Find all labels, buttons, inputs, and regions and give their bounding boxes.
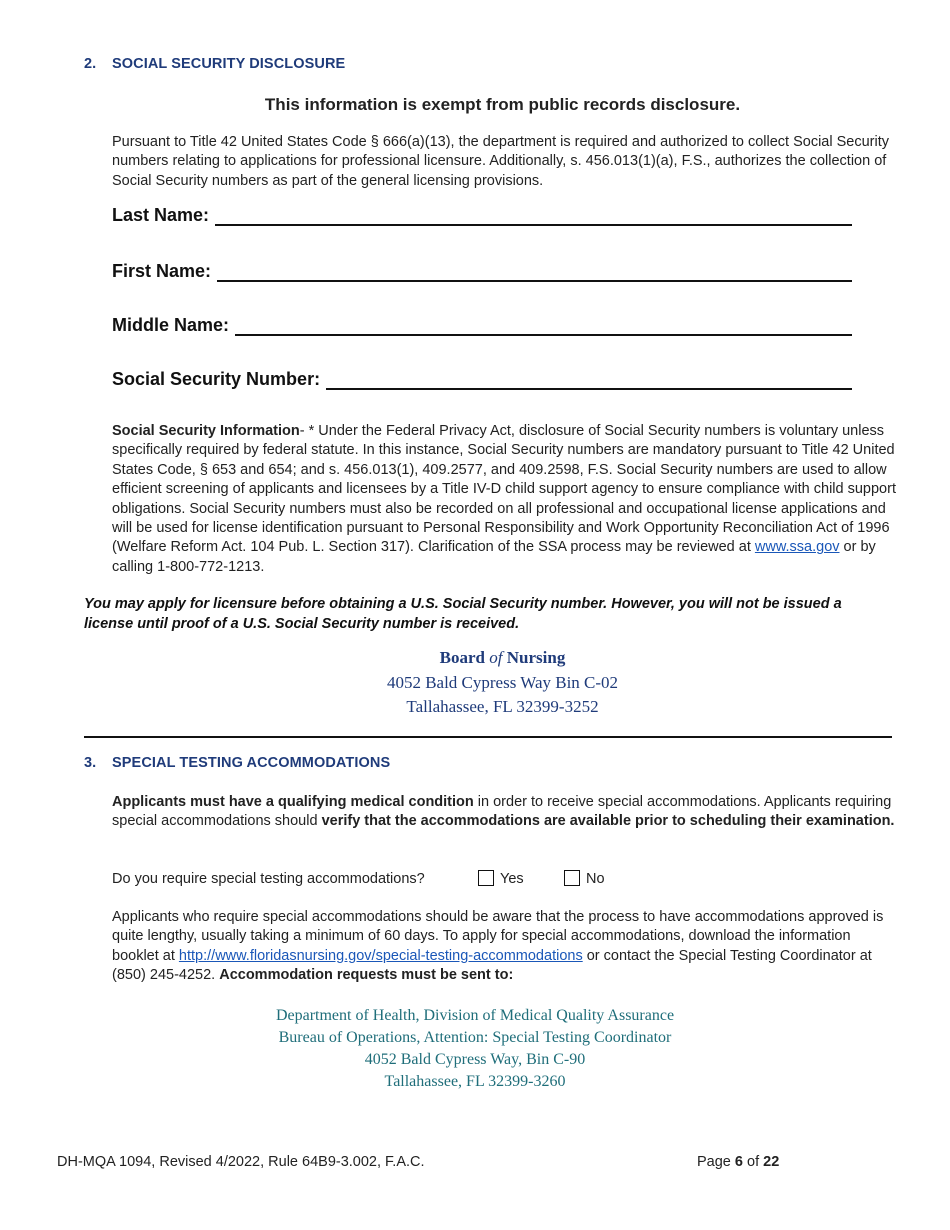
last-name-line[interactable] bbox=[215, 208, 852, 226]
middle-name-label: Middle Name: bbox=[112, 315, 230, 335]
first-name-line[interactable] bbox=[217, 264, 852, 282]
ssn-label: Social Security Number: bbox=[112, 369, 321, 389]
ssn-line[interactable] bbox=[326, 372, 852, 390]
intro-paragraph: Pursuant to Title 42 United States Code § 666(a)(13), the department is required and authorized to collect Social Security numbers relating to applications for professional licensure. Additionally, s. 456.013(1)(a), F.S., authorizes the collection of Social Security numbers as part of the general licensing provisions. bbox=[112, 134, 889, 189]
licensure-note: You may apply for licensure before obtaining a U.S. Social Security number. However, you will not be issued a license until proof of a U.S. Social Security number is received. bbox=[84, 596, 842, 632]
accommodations-link[interactable]: http://www.floridasnursing.gov/special-testing-accommodations bbox=[178, 947, 583, 964]
board-address bbox=[0, 646, 950, 720]
yes-option[interactable] bbox=[478, 870, 524, 889]
middle-name-field[interactable] bbox=[112, 315, 852, 336]
section-3-heading bbox=[84, 755, 390, 771]
first-name-field[interactable] bbox=[112, 261, 852, 282]
ssi-paragraph bbox=[112, 422, 897, 577]
yes-label: Yes bbox=[500, 871, 524, 887]
no-option[interactable] bbox=[564, 870, 605, 889]
ssi-tail: or by calling 1-800-772-1213. bbox=[112, 539, 876, 575]
no-label: No bbox=[586, 871, 605, 887]
yes-checkbox[interactable] bbox=[478, 870, 494, 886]
ssi-heading: Social Security Information bbox=[112, 423, 300, 439]
board-name: Board of Nursing bbox=[439, 648, 566, 667]
middle-name-line[interactable] bbox=[235, 318, 852, 336]
first-name-label: First Name: bbox=[112, 261, 212, 281]
section-number: 2. bbox=[84, 56, 97, 72]
accommodation-question: Do you require special testing accommodations? bbox=[112, 871, 425, 887]
mqa-address-line3: 4052 Bald Cypress Way, Bin C-90 bbox=[364, 1051, 586, 1068]
ssa-link[interactable]: www.ssa.gov bbox=[754, 539, 840, 556]
mqa-address-line4: Tallahassee, FL 32399-3260 bbox=[384, 1073, 566, 1090]
mqa-address bbox=[0, 1005, 950, 1093]
page-number: Page 6 of 22 bbox=[697, 1154, 780, 1170]
section-title: SOCIAL SECURITY DISCLOSURE bbox=[112, 56, 346, 72]
last-name-label: Last Name: bbox=[112, 205, 210, 225]
exempt-notice: This information is exempt from public records disclosure. bbox=[264, 95, 741, 114]
board-address-line1: 4052 Bald Cypress Way Bin C-02 bbox=[386, 672, 619, 692]
ssn-field[interactable] bbox=[112, 369, 852, 390]
mqa-address-line2: Bureau of Operations, Attention: Special Testing Coordinator bbox=[278, 1029, 672, 1046]
form-identifier: DH-MQA 1094, Revised 4/2022, Rule 64B9-3.002, F.A.C. bbox=[57, 1154, 425, 1170]
accommodation-question-row bbox=[112, 870, 712, 889]
board-address-line2: Tallahassee, FL 32399-3252 bbox=[406, 697, 599, 716]
section-2-heading bbox=[84, 56, 345, 72]
mqa-address-line1: Department of Health, Division of Medical Quality Assurance bbox=[275, 1007, 675, 1024]
section-number: 3. bbox=[84, 755, 97, 771]
section-divider bbox=[84, 736, 892, 738]
section-title: SPECIAL TESTING ACCOMMODATIONS bbox=[112, 755, 391, 771]
last-name-field[interactable] bbox=[112, 205, 852, 226]
accommodations-process: Applicants who require special accommodations should be aware that the process to have accommodations approved is quite lengthy, usually taking a minimum of 60 days. To apply for special accommodations, download the information booklet at http://www.floridasnursing.gov/special-testing-accommodations or contact the Special Testing Coordinator at (850) 245-4252. Accommodation requests must be sent to: bbox=[112, 909, 884, 984]
no-checkbox[interactable] bbox=[564, 870, 580, 886]
ssi-text: - * Under the Federal Privacy Act, disclosure of Social Security numbers is voluntary unless specifically required by federal statute. In this instance, Social Security numbers are mandatory pursuant to Title 42 United States Code, § 653 and 654; and s. 456.013(1), 409.2577, and 409.2598, F.S. Social Security numbers are used to allow efficient screening of applicants and licensees by a Title IV-D child support agency to ensure compliance with child support obligations. Social Security numbers must also be recorded on all professional and occupational license applications and will be used for license identification pursuant to Personal Responsibility and Work Opportunity Reconciliation Act of 1996 (Welfare Reform Act. 104 Pub. L. Section 317). Clarification of the SSA process may be reviewed at bbox=[112, 423, 896, 556]
accommodations-requirement: Applicants must have a qualifying medical condition in order to receive special accommodations. Applicants requiring special accommodations should verify that the accommodations are available prior to scheduling their examination. bbox=[112, 794, 895, 830]
